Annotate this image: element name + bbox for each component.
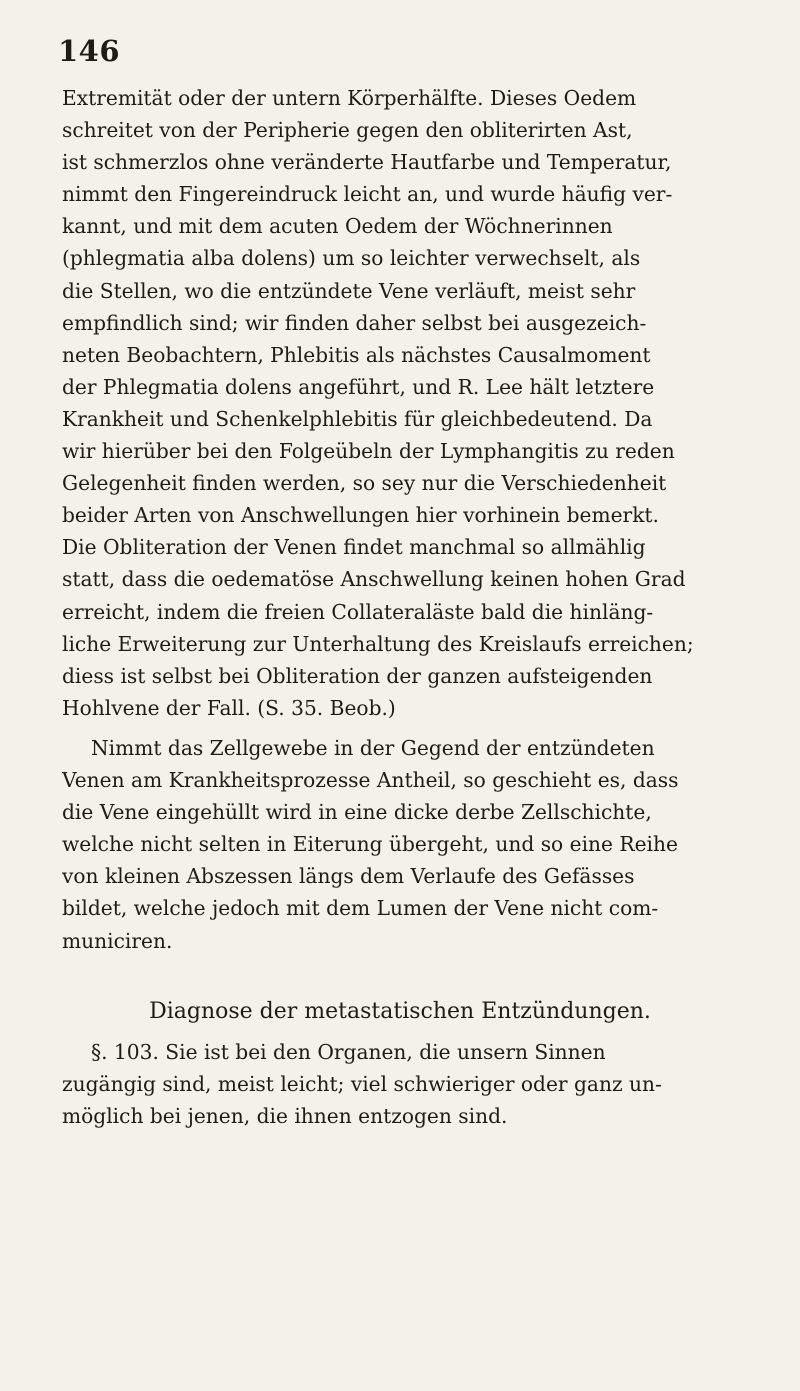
text-line: von kleinen Abszessen längs dem Verlaufe des Gefässes <box>62 864 635 889</box>
text-line: Krankheit und Schenkelphlebitis für gleichbedeutend. Da <box>62 406 653 431</box>
paragraph-2 <box>62 732 768 957</box>
text-line: Die Obliteration der Venen findet manchmal so allmählig <box>62 535 646 560</box>
text-line: beider Arten von Anschwellungen hier vorhinein bemerkt. <box>62 503 659 528</box>
text-line: (phlegmatia alba dolens) um so leichter verwechselt, als <box>62 246 641 271</box>
section-heading: Diagnose der metastatischen Entzündungen. <box>149 999 651 1024</box>
text-line: welche nicht selten in Eiterung übergeht, und so eine Reihe <box>62 832 678 857</box>
text-line: Venen am Krankheitsprozesse Antheil, so geschieht es, dass <box>62 768 679 793</box>
text-line: Extremität oder der untern Körperhälfte. Dieses Oedem <box>62 86 637 110</box>
section-paragraph <box>62 1036 768 1132</box>
text-line: bildet, welche jedoch mit dem Lumen der Vene nicht com- <box>62 896 659 921</box>
text-line: die Stellen, wo die entzündete Vene verläuft, meist sehr <box>62 278 636 303</box>
text-line: ist schmerzlos ohne veränderte Hautfarbe und Temperatur, <box>62 150 672 175</box>
text-line: wir hierüber bei den Folgeübeln der Lymphangitis zu reden <box>62 439 675 464</box>
text-line: diess ist selbst bei Obliteration der ganzen aufsteigenden <box>62 663 653 688</box>
text-line: zugängig sind, meist leicht; viel schwieriger oder ganz un- <box>62 1072 662 1097</box>
page-number: 146 <box>58 34 121 68</box>
text-line: empfindlich sind; wir finden daher selbst bei ausgezeich- <box>62 310 647 335</box>
text-line: kannt, und mit dem acuten Oedem der Wöchnerinnen <box>62 214 613 239</box>
text-line: municiren. <box>62 928 173 953</box>
text-line: statt, dass die oedematöse Anschwellung keinen hohen Grad <box>62 567 686 592</box>
text-line: Gelegenheit finden werden, so sey nur die Verschiedenheit <box>62 471 667 496</box>
text-line: erreicht, indem die freien Collateraläste bald die hinläng- <box>62 599 654 624</box>
paragraph-1 <box>62 82 768 724</box>
text-line: schreitet von der Peripherie gegen den obliterirten Ast, <box>62 118 633 143</box>
text-line: liche Erweiterung zur Unterhaltung des Kreislaufs erreichen; <box>62 631 694 656</box>
text-line: möglich bei jenen, die ihnen entzogen sind. <box>62 1104 508 1129</box>
text-line: §. 103. Sie ist bei den Organen, die unsern Sinnen <box>91 1040 606 1064</box>
text-line: Nimmt das Zellgewebe in der Gegend der entzündeten <box>91 736 655 760</box>
text-line: Hohlvene der Fall. (S. 35. Beob.) <box>62 695 396 720</box>
text-line: die Vene eingehüllt wird in eine dicke derbe Zellschichte, <box>62 800 652 825</box>
text-line: der Phlegmatia dolens angeführt, und R. Lee hält letztere <box>62 374 655 399</box>
text-line: nimmt den Fingereindruck leicht an, und wurde häufig ver- <box>62 182 673 207</box>
text-line: neten Beobachtern, Phlebitis als nächstes Causalmoment <box>62 342 651 367</box>
